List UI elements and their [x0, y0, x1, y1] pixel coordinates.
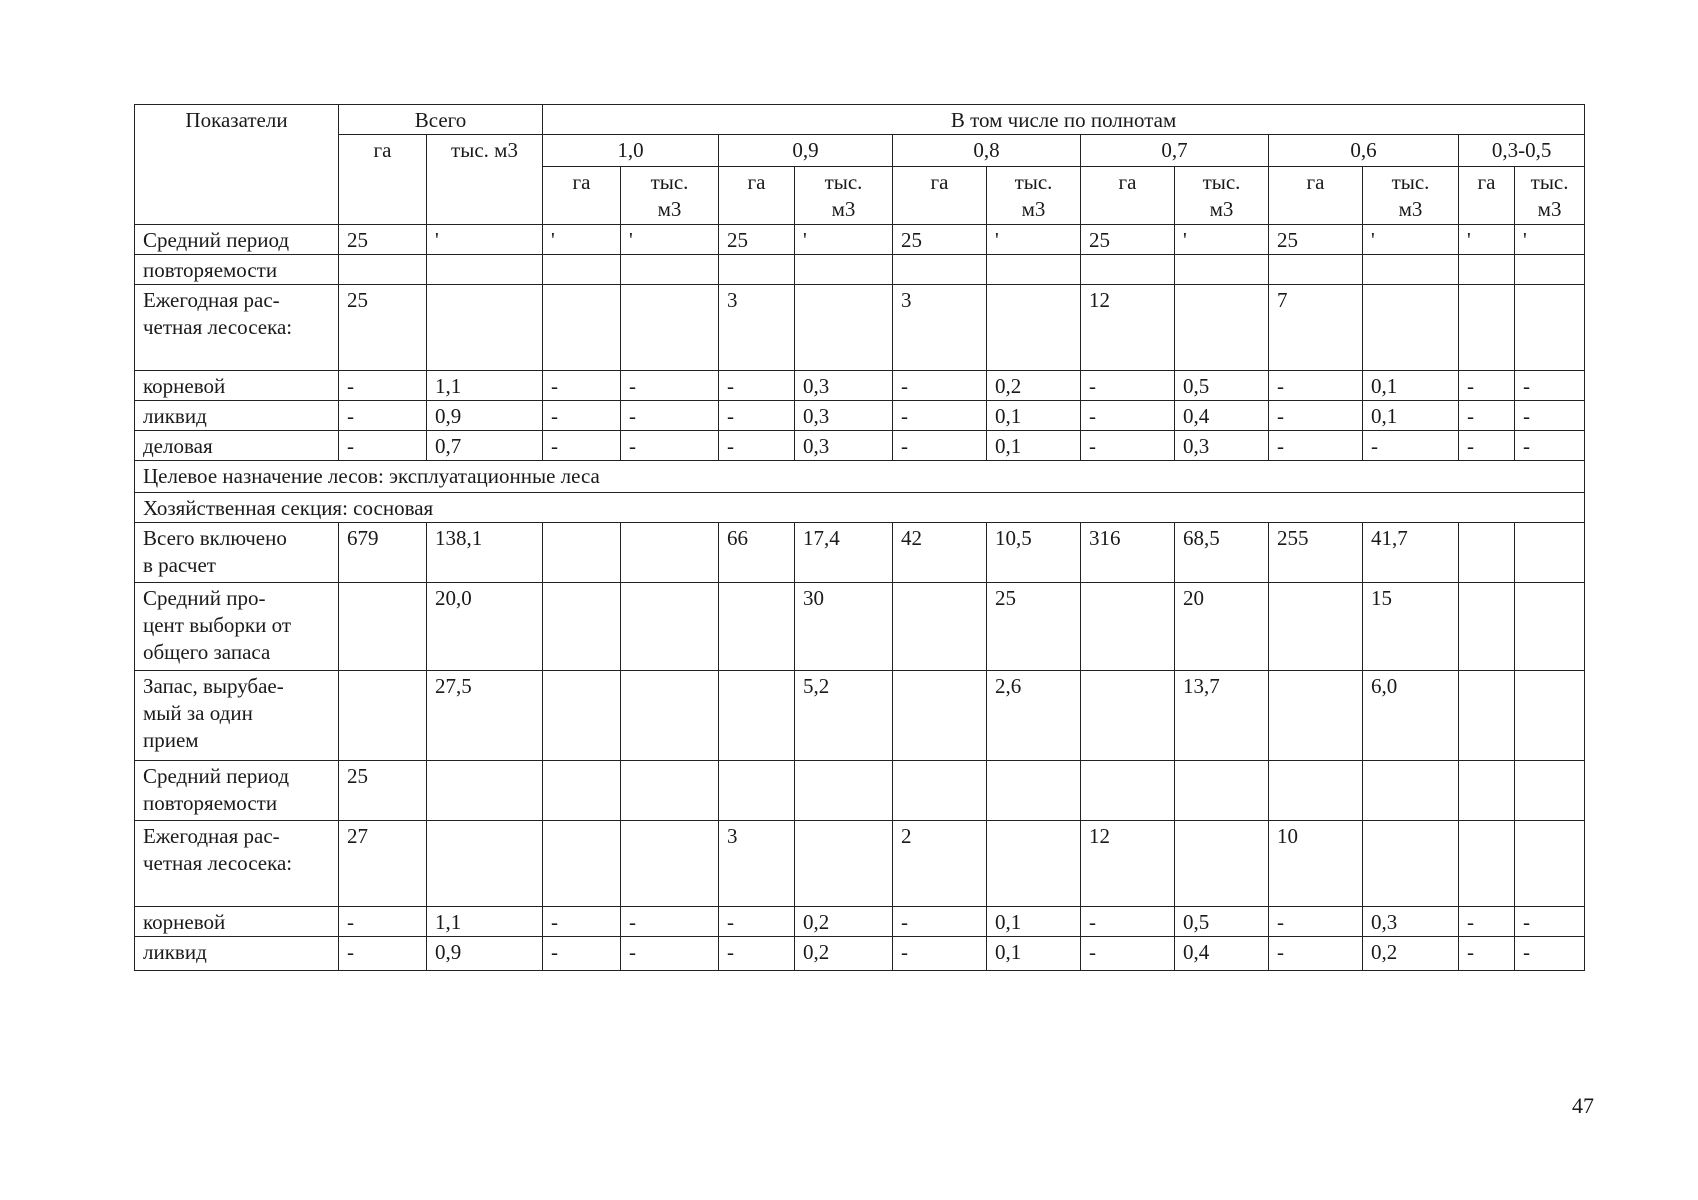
table-cell: -: [1459, 907, 1515, 937]
table-cell: 0,5: [1175, 907, 1269, 937]
table-cell: 5,2: [795, 671, 893, 761]
table-cell: [621, 523, 719, 583]
table-cell: 41,7: [1363, 523, 1459, 583]
subheader-m3: тыс. м3: [1175, 167, 1269, 225]
table-cell: [1459, 255, 1515, 285]
table-row: [135, 401, 1585, 431]
table-cell: [719, 255, 795, 285]
table-cell: 25: [893, 225, 987, 255]
table-cell: ': [795, 225, 893, 255]
table-cell: 0,7: [427, 431, 543, 461]
table-cell: -: [543, 907, 621, 937]
table-cell: -: [1515, 371, 1585, 401]
table-cell: [719, 671, 795, 761]
table-cell: -: [339, 907, 427, 937]
row-label: Средний период: [135, 225, 339, 255]
table-cell: -: [1081, 431, 1175, 461]
subheader-ga: га: [1269, 167, 1363, 225]
table-row: [135, 671, 1585, 761]
table-cell: 25: [339, 761, 427, 821]
table-cell: -: [1269, 371, 1363, 401]
table-cell: 3: [719, 821, 795, 907]
header-density-2: 0,9: [719, 135, 893, 167]
subheader-m3: тыс. м3: [987, 167, 1081, 225]
table-cell: [427, 821, 543, 907]
table-cell: 10: [1269, 821, 1363, 907]
table-cell: 0,2: [795, 907, 893, 937]
table-cell: -: [1081, 937, 1175, 971]
table-cell: 0,3: [795, 371, 893, 401]
table-cell: [1459, 761, 1515, 821]
table-cell: -: [1269, 431, 1363, 461]
table-cell: -: [1269, 401, 1363, 431]
table-row: [135, 761, 1585, 821]
table-cell: -: [893, 907, 987, 937]
table-cell: -: [1081, 907, 1175, 937]
header-density-6: 0,3-0,5: [1459, 135, 1585, 167]
table-cell: 25: [1081, 225, 1175, 255]
table-cell: [339, 671, 427, 761]
header-density-5: 0,6: [1269, 135, 1459, 167]
table-cell: [621, 821, 719, 907]
table-cell: -: [339, 431, 427, 461]
table-cell: [1363, 821, 1459, 907]
table-cell: 0,3: [795, 401, 893, 431]
subheader-m3: тыс. м3: [795, 167, 893, 225]
table-cell: [795, 821, 893, 907]
table-cell: [719, 583, 795, 671]
table-cell: [987, 821, 1081, 907]
section2-body: [135, 523, 1585, 971]
table-cell: -: [893, 371, 987, 401]
table-cell: [427, 761, 543, 821]
table-cell: 17,4: [795, 523, 893, 583]
header-density-4: 0,7: [1081, 135, 1269, 167]
table-cell: [795, 255, 893, 285]
table-cell: -: [1515, 937, 1585, 971]
table-cell: 0,3: [1175, 431, 1269, 461]
table-cell: ': [427, 225, 543, 255]
table-cell: 0,1: [987, 937, 1081, 971]
table-cell: [719, 761, 795, 821]
table-header: [135, 105, 1585, 225]
table-cell: -: [719, 937, 795, 971]
table-cell: -: [1081, 401, 1175, 431]
table-cell: 27: [339, 821, 427, 907]
subheader-m3: тыс. м3: [1363, 167, 1459, 225]
table-cell: [427, 285, 543, 371]
table-cell: 15: [1363, 583, 1459, 671]
row-label: Ежегодная рас- четная лесосека:: [135, 285, 339, 371]
row-label: корневой: [135, 371, 339, 401]
table-cell: -: [1363, 431, 1459, 461]
header-indicators: Показатели: [135, 105, 339, 225]
table-cell: [1081, 761, 1175, 821]
table-cell: -: [339, 371, 427, 401]
table-cell: 1,1: [427, 907, 543, 937]
table-cell: -: [543, 431, 621, 461]
row-label: корневой: [135, 907, 339, 937]
table-cell: -: [543, 401, 621, 431]
table-row: [135, 225, 1585, 255]
table-row: [135, 523, 1585, 583]
table-cell: [1269, 255, 1363, 285]
table-cell: -: [893, 431, 987, 461]
subheader-m3: тыс. м3: [1515, 167, 1585, 225]
table-cell: [1515, 583, 1585, 671]
table-cell: -: [1459, 431, 1515, 461]
table-cell: ': [1175, 225, 1269, 255]
table-cell: [1459, 583, 1515, 671]
table-cell: 0,9: [427, 937, 543, 971]
row-label: Средний про- цент выборки от общего запаса: [135, 583, 339, 671]
table-cell: [1363, 285, 1459, 371]
table-cell: [1459, 285, 1515, 371]
table-cell: -: [621, 401, 719, 431]
table-cell: -: [893, 937, 987, 971]
table-cell: ': [1515, 225, 1585, 255]
table-row: [135, 371, 1585, 401]
table-cell: -: [1459, 401, 1515, 431]
table-cell: ': [621, 225, 719, 255]
header-total-m3: тыс. м3: [427, 135, 543, 225]
table-cell: 12: [1081, 821, 1175, 907]
forest-calculation-table: [134, 104, 1585, 971]
table-cell: -: [1459, 371, 1515, 401]
page-number: 47: [1572, 1093, 1594, 1118]
table-cell: [543, 671, 621, 761]
table-cell: ': [987, 225, 1081, 255]
table-row: [135, 431, 1585, 461]
table-cell: [1515, 285, 1585, 371]
table-cell: [893, 255, 987, 285]
table-row: [135, 255, 1585, 285]
table-cell: 25: [339, 285, 427, 371]
row-label: ликвид: [135, 401, 339, 431]
row-label: Ежегодная рас- четная лесосека:: [135, 821, 339, 907]
table-cell: -: [339, 937, 427, 971]
table-cell: 27,5: [427, 671, 543, 761]
table-cell: 0,1: [987, 907, 1081, 937]
table-cell: -: [1515, 907, 1585, 937]
table-cell: 0,3: [1363, 907, 1459, 937]
table-cell: 30: [795, 583, 893, 671]
table-cell: 25: [1269, 225, 1363, 255]
table-cell: -: [1459, 937, 1515, 971]
table-cell: 0,4: [1175, 401, 1269, 431]
table-cell: -: [621, 937, 719, 971]
table-cell: [795, 761, 893, 821]
table-cell: 6,0: [1363, 671, 1459, 761]
row-label: ликвид: [135, 937, 339, 971]
table-cell: [621, 285, 719, 371]
table-cell: [893, 583, 987, 671]
table-cell: -: [621, 431, 719, 461]
table-cell: [1081, 255, 1175, 285]
table-cell: -: [1515, 401, 1585, 431]
table-cell: 20,0: [427, 583, 543, 671]
header-density-3: 0,8: [893, 135, 1081, 167]
table-cell: 0,2: [1363, 937, 1459, 971]
table-cell: [1515, 523, 1585, 583]
table-cell: [543, 583, 621, 671]
table-cell: -: [1269, 907, 1363, 937]
table-cell: -: [543, 371, 621, 401]
table-cell: ': [543, 225, 621, 255]
table-cell: 1,1: [427, 371, 543, 401]
header-total: Всего: [339, 105, 543, 135]
table-cell: 0,1: [1363, 401, 1459, 431]
table-cell: -: [621, 371, 719, 401]
table-cell: 7: [1269, 285, 1363, 371]
forest-purpose-row: Целевое назначение лесов: эксплуатационные леса: [135, 461, 1585, 493]
subheader-m3: тыс. м3: [621, 167, 719, 225]
table-cell: 25: [719, 225, 795, 255]
row-label: деловая: [135, 431, 339, 461]
table-cell: 13,7: [1175, 671, 1269, 761]
table-cell: -: [1515, 431, 1585, 461]
header-by-density: В том числе по полнотам: [543, 105, 1585, 135]
table-cell: 0,4: [1175, 937, 1269, 971]
table-cell: -: [719, 401, 795, 431]
table-cell: [543, 285, 621, 371]
table-cell: [893, 761, 987, 821]
table-cell: [987, 285, 1081, 371]
subheader-ga: га: [893, 167, 987, 225]
table-cell: -: [621, 907, 719, 937]
table-cell: [621, 583, 719, 671]
table-cell: ': [1363, 225, 1459, 255]
table-cell: [1515, 761, 1585, 821]
table-cell: 0,1: [987, 401, 1081, 431]
table-cell: 2,6: [987, 671, 1081, 761]
table-cell: [543, 761, 621, 821]
table-cell: 316: [1081, 523, 1175, 583]
table-cell: 12: [1081, 285, 1175, 371]
table-cell: [1515, 671, 1585, 761]
table-cell: -: [719, 907, 795, 937]
row-label: Средний период повторяемости: [135, 761, 339, 821]
table-cell: [621, 761, 719, 821]
row-label: повторяемости: [135, 255, 339, 285]
table-cell: [1175, 285, 1269, 371]
table-cell: [621, 255, 719, 285]
table-cell: 2: [893, 821, 987, 907]
table-cell: -: [1081, 371, 1175, 401]
table-cell: 42: [893, 523, 987, 583]
table-cell: 0,2: [987, 371, 1081, 401]
table-cell: 255: [1269, 523, 1363, 583]
table-cell: 138,1: [427, 523, 543, 583]
table-cell: 0,3: [795, 431, 893, 461]
table-cell: [987, 761, 1081, 821]
section1-body: [135, 225, 1585, 461]
table-cell: [1363, 255, 1459, 285]
table-row: [135, 583, 1585, 671]
table-row: [135, 821, 1585, 907]
subheader-ga: га: [1081, 167, 1175, 225]
table-cell: [1081, 583, 1175, 671]
table-cell: 25: [987, 583, 1081, 671]
table-cell: 0,2: [795, 937, 893, 971]
table-cell: -: [893, 401, 987, 431]
table-cell: 3: [719, 285, 795, 371]
header-total-ga: га: [339, 135, 427, 225]
table-cell: -: [543, 937, 621, 971]
table-cell: [621, 671, 719, 761]
row-label: Всего включено в расчет: [135, 523, 339, 583]
table-cell: [339, 583, 427, 671]
table-cell: 0,1: [987, 431, 1081, 461]
table-cell: [987, 255, 1081, 285]
table-cell: 0,5: [1175, 371, 1269, 401]
table-cell: [1515, 255, 1585, 285]
table-cell: [893, 671, 987, 761]
table-cell: 0,1: [1363, 371, 1459, 401]
subheader-ga: га: [719, 167, 795, 225]
table-cell: [1269, 583, 1363, 671]
table-cell: [1081, 671, 1175, 761]
table-row: [135, 937, 1585, 971]
table-cell: 679: [339, 523, 427, 583]
table-row: [135, 285, 1585, 371]
table-cell: [1269, 761, 1363, 821]
table-cell: -: [1269, 937, 1363, 971]
table-cell: [1459, 523, 1515, 583]
purpose-body: [135, 461, 1585, 523]
table-row: [135, 907, 1585, 937]
table-cell: [1175, 761, 1269, 821]
header-density-1: 1,0: [543, 135, 719, 167]
table-cell: [1459, 821, 1515, 907]
table-cell: 66: [719, 523, 795, 583]
table-cell: [795, 285, 893, 371]
table-cell: 0,9: [427, 401, 543, 431]
table-cell: [543, 523, 621, 583]
subheader-ga: га: [1459, 167, 1515, 225]
table-cell: [339, 255, 427, 285]
table-cell: 20: [1175, 583, 1269, 671]
table-cell: -: [339, 401, 427, 431]
table-cell: [1175, 821, 1269, 907]
table-cell: 3: [893, 285, 987, 371]
table-cell: [543, 821, 621, 907]
table-cell: [1363, 761, 1459, 821]
economic-section-row: Хозяйственная секция: сосновая: [135, 493, 1585, 523]
table-cell: -: [719, 371, 795, 401]
table-cell: [1459, 671, 1515, 761]
table-cell: [1269, 671, 1363, 761]
table-cell: [427, 255, 543, 285]
row-label: Запас, вырубае- мый за один прием: [135, 671, 339, 761]
table-cell: -: [719, 431, 795, 461]
table-cell: 25: [339, 225, 427, 255]
table-cell: ': [1459, 225, 1515, 255]
table-cell: 68,5: [1175, 523, 1269, 583]
table-cell: [543, 255, 621, 285]
table-cell: 10,5: [987, 523, 1081, 583]
table-cell: [1175, 255, 1269, 285]
table-cell: [1515, 821, 1585, 907]
subheader-ga: га: [543, 167, 621, 225]
